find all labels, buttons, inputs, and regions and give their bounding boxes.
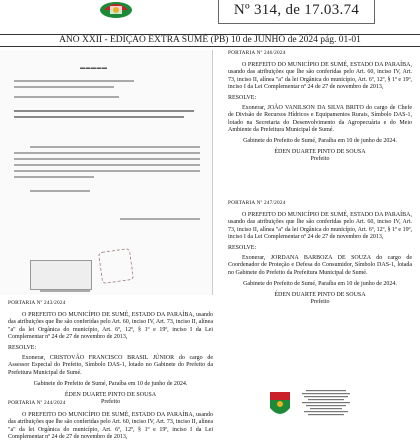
footer-municipal-crest: [268, 390, 292, 420]
portaria-decision: Exonerar, JOÃO VANILSON DA SILVA BRITO do cargo de Chefe de Divisão de Recursos Hídricos e Equipamentos Rurais, Símbolo DAS-1, lotado na Secretaria do Desenvolvimento da Agropecuária e do Meio Ambiente da Prefeitura Municipal de Sumé.: [228, 105, 412, 133]
header-rule-bottom: [0, 46, 420, 47]
edition-line: ANO XXII - EDIÇÃO EXTRA SUMÉ (PB) 10 de JUNHO de 2024 pág. 01-01: [59, 35, 361, 45]
portaria-title: PORTARIA Nº 247/2024: [228, 200, 286, 206]
scanned-title-mark: ▬▬▬▬▬: [80, 66, 108, 71]
portaria-title: PORTARIA Nº 244/2024: [8, 400, 66, 406]
portaria-preamble: O PREFEITO DO MUNICÍPIO DE SUMÉ, ESTADO DA PARAÍBA, usando das atribuições que lhe são conferidas pelo Art. 60, inciso IV, Art. 73, inciso II, alínea "a" da lei Orgânica do município, Art. 6º, 12º, § 1º e 19º, inciso I da Lei Complementar nº 24 de 27 de novembro de 2013,: [8, 412, 214, 440]
portaria-244: [8, 400, 213, 441]
portaria-preamble: O PREFEITO DO MUNICÍPIO DE SUMÉ, ESTADO DA PARAÍBA, usando das atribuições que lhe são conferidas pelo Art. 60, inciso IV, Art. 73, inciso II, alínea "a" da lei Orgânica do município, Art. 6º, 12º, § 1º e 19º, inciso I da Lei Complementar nº 24 de 27 de novembro de 2013,: [228, 62, 412, 90]
portaria-role: Prefeito: [310, 299, 330, 306]
portaria-preamble: O PREFEITO DO MUNICÍPIO DE SUMÉ, ESTADO DA PARAÍBA, usando das atribuições que lhe são conferidas pelo Art. 60, inciso IV, Art. 73, inciso II, alínea "a" da lei Orgânica do município, Art. 6º, 12º, § 1º e 19º, inciso I da Lei Complementar nº 24 de 27 de novembro de 2013,: [228, 212, 412, 240]
footer-masthead-text-image: [296, 388, 356, 420]
portaria-247: [228, 200, 412, 306]
municipal-logo: [96, 0, 136, 18]
portaria-246: [228, 50, 412, 164]
portaria-role: Prefeito: [310, 156, 330, 163]
signature-block-image: [30, 260, 92, 290]
portaria-closing: Gabinete do Prefeito de Sumé, Paraíba em 10 de junho de 2024.: [243, 138, 397, 145]
portaria-resolve: RESOLVE:: [228, 95, 257, 102]
portaria-title: PORTARIA Nº 246/2024: [228, 50, 286, 56]
portaria-preamble: O PREFEITO DO MUNICÍPIO DE SUMÉ, ESTADO DA PARAÍBA, usando das atribuições que lhe são conferidas pelo Art. 60, inciso IV, Art. 73, inciso II, alínea "a" da lei Orgânica do município, Art. 6º, 12º, § 1º e 19º, inciso I da Lei Complementar nº 24 de 27 de novembro de 2013,: [8, 312, 214, 340]
portaria-signer: ÉDEN DUARTE PINTO DE SOUSA: [274, 149, 366, 156]
portaria-signer: ÉDEN DUARTE PINTO DE SOUSA: [64, 392, 157, 399]
portaria-title: PORTARIA Nº 243/2024: [8, 300, 66, 306]
portaria-closing: Gabinete do Prefeito de Sumé, Paraíba em 10 de junho de 2024.: [33, 380, 188, 387]
official-stamp-image: [98, 248, 134, 284]
portaria-signer: ÉDEN DUARTE PINTO DE SOUSA: [274, 292, 366, 299]
portaria-role: Prefeito: [101, 399, 120, 406]
portaria-decision: Exonerar, CRISTOVÃO FRANCISCO BRASIL JÚNIOR do cargo de Assessor Especial do Prefeito, Símbolo DAS-1, lotado no Gabinete do Prefeito da Prefeitura Municipal de Sumé.: [8, 355, 213, 376]
portaria-decision: Exonerar, JORDANA BARBOZA DE SOUZA do cargo de Coordenador de Proteção e Defesa do Consumidor, Símbolo DAS-1, lotada no Gabinete do Prefeito da Prefeitura Municipal de Sumé.: [228, 255, 412, 276]
portaria-resolve: RESOLVE:: [228, 245, 257, 252]
portaria-243: [8, 300, 213, 406]
issue-box: [218, 0, 375, 24]
portaria-closing: Gabinete do Prefeito de Sumé, Paraíba em 10 de junho de 2024.: [243, 280, 397, 287]
scanned-document-image: [0, 50, 213, 295]
issue-number: Nº 314, de 17.03.74: [233, 2, 360, 18]
portaria-resolve: RESOLVE:: [8, 345, 37, 352]
